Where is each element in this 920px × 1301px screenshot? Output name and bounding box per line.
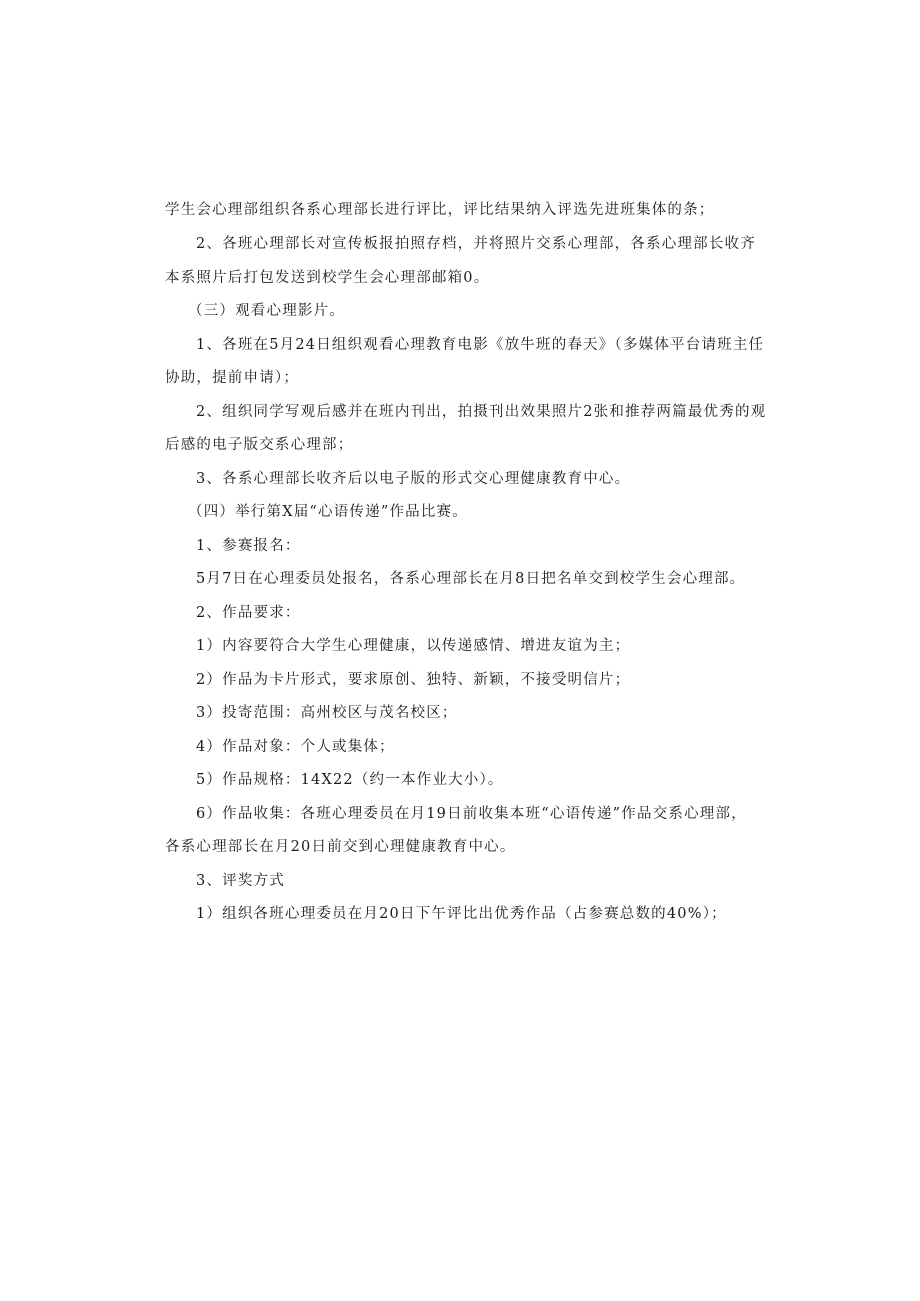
text-line: 本系照片后打包发送到校学生会心理部邮箱0。 (165, 270, 490, 286)
text-line: 1、各班在5月24日组织观看心理教育电影《放牛班的春天》（多媒体平台请班主任 (196, 337, 765, 353)
text-line: 学生会心理部组织各系心理部长进行评比，评比结果纳入评选先进班集体的条； (165, 202, 715, 218)
text-line: 6）作品收集：各班心理委员在月19日前收集本班“心语传递”作品交系心理部， (196, 806, 747, 822)
text-line: 2、作品要求： (196, 605, 301, 621)
text-line: 3、评奖方式 (196, 873, 285, 889)
text-line: 1）组织各班心理委员在月20日下午评比出优秀作品（占参赛总数的40%）； (196, 906, 727, 922)
text-line: 5）作品规格：14X22（约一本作业大小）。 (196, 772, 504, 788)
text-line: 3、各系心理部长收齐后以电子版的形式交心理健康教育中心。 (196, 471, 631, 487)
text-line: 各系心理部长在月20日前交到心理健康教育中心。 (165, 839, 516, 855)
text-line: 4）作品对象：个人或集体； (196, 739, 395, 755)
text-line: 协助，提前申请）； (165, 370, 300, 386)
text-line: 2、组织同学写观后感并在班内刊出，拍摄刊出效果照片2张和推荐两篇最优秀的观 (196, 404, 767, 420)
text-line: 5月7日在心理委员处报名，各系心理部长在月8日把名单交到校学生会心理部。 (196, 571, 746, 587)
text-line: （三）观看心理影片。 (188, 303, 345, 319)
text-line: （四）举行第X届“心语传递”作品比赛。 (188, 504, 468, 520)
text-line: 3）投寄范围：高州校区与茂名校区； (196, 705, 458, 721)
text-line: 1）内容要符合大学生心理健康，以传递感情、增进友谊为主； (196, 638, 631, 654)
text-line: 2）作品为卡片形式，要求原创、独特、新颖，不接受明信片； (196, 672, 631, 688)
text-line: 2、各班心理部长对宣传板报拍照存档，并将照片交系心理部，各系心理部长收齐 (196, 236, 756, 252)
text-line: 1、参赛报名： (196, 538, 301, 554)
text-line: 后感的电子版交系心理部； (165, 437, 354, 453)
